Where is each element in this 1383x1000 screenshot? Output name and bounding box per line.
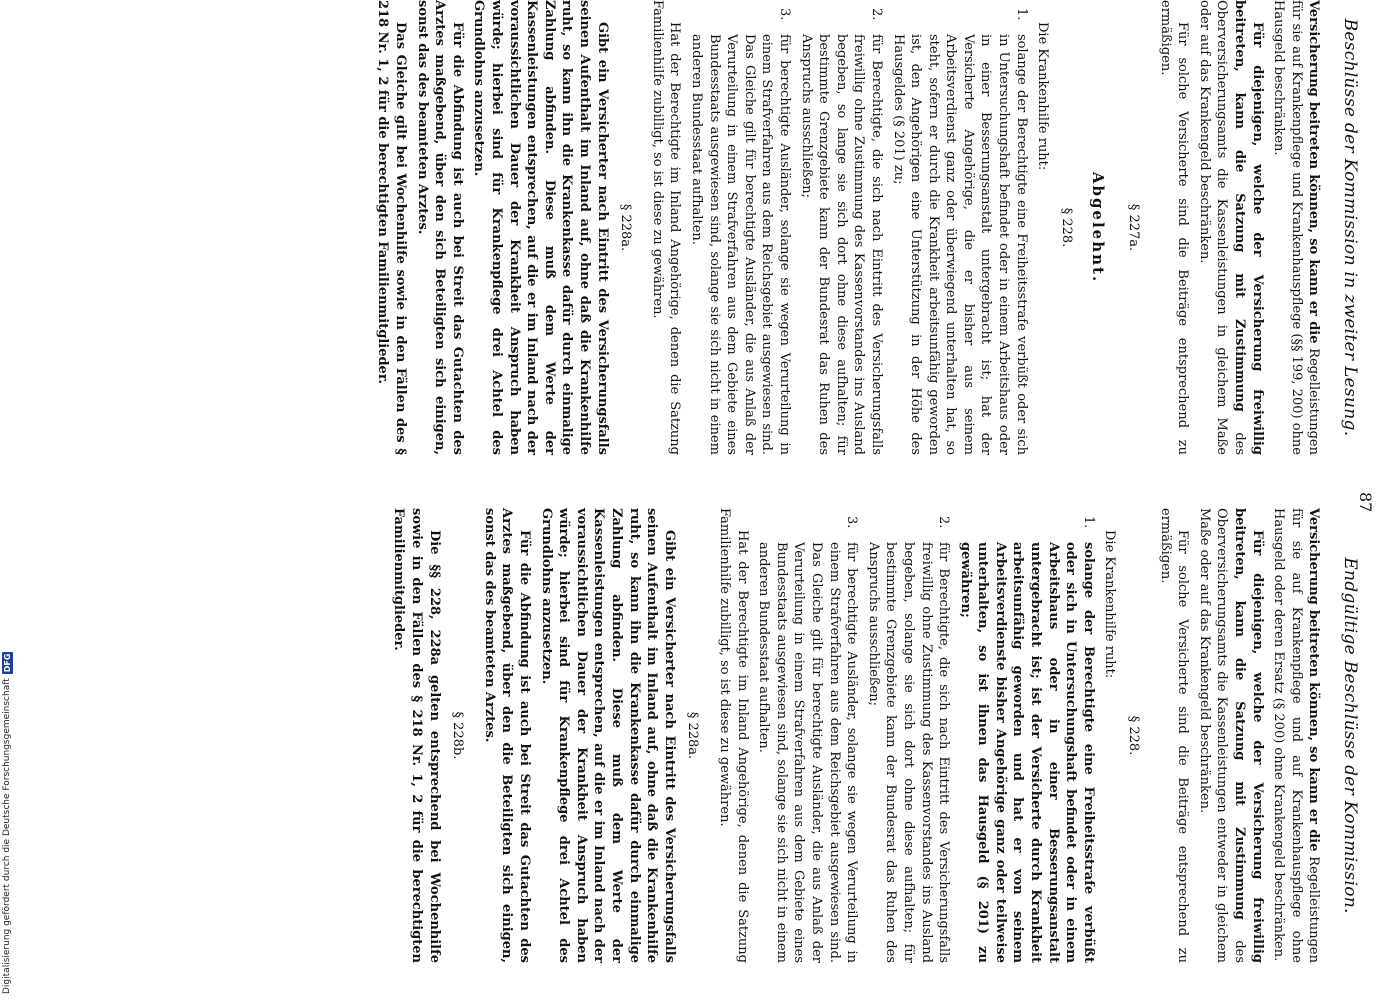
left-paragraph-3: Für solche Versicherte sind die Beiträge entsprechend zu ermäßigen. (1157, 0, 1191, 455)
digitization-text: Digitalisierung gefördert durch die Deutsche Forschungsgemeinschaft (2, 678, 12, 994)
right-item-2-text: für Berechtigte, die sich nach Eintritt des Versicherungsfalls freiwillig ohne Zustimmung des Kassenvorstandes ins Ausland begeben, solange sie sich dort ohne diese aufhalten; für bestimmte Grenzgebiete kann der Bundesrat das Ruhen des Anspruchs ausschließen; (865, 542, 952, 963)
left-item-2 (797, 0, 885, 455)
right-item-3-text: für berechtigte Ausländer, solange sie wegen Verurteilung in einem Strafverfahren aus dem Reichsgebiet ausgewiesen sind. Das Gleiche gilt für berechtigte Ausländer, die aus Anlaß der Verurteilung in einem Strafverfahren aus dem Gebiete eines Bundesstaats ausgewiesen sind, solange sie sich nicht in einem anderen Bundesstaat aufhalten. (756, 542, 860, 963)
left-intro-bold: Versicherung beitreten können, so kann er die (1306, 0, 1322, 344)
left-column-header: Beschlüsse der Kommission in zweiter Lesung. (1340, 18, 1360, 437)
left-p2-bold: Für diejenigen, welche der Versicherung freiwillig beitreten, kann die Satzung mit Zustimmung (1232, 0, 1265, 455)
right-p2-bold: Für diejenigen, welche der Versicherung freiwillig beitreten, kann die Satzung mit Zustimmung (1232, 508, 1265, 963)
left-item-3-number: 3. (776, 8, 792, 21)
left-item-2-number: 2. (868, 8, 884, 21)
left-228-intro: Die Krankenhilfe ruht: (1035, 22, 1051, 171)
left-item-2-text: für Berechtigte, die sich nach Eintritt des Versicherungsfalls freiwillig ohne Zustimmung des Kassenvorstandes ins Ausland begeben, so lange sie sich dort ohne diese aufhalten; für bestimmte Grenzgebiete kann der Bundesrat das Ruhen des Anspruchs ausschließen; (798, 34, 884, 455)
right-item-3-number: 3. (844, 516, 860, 529)
left-section-228: § 228. (1058, 207, 1074, 248)
left-item-1-text: solange der Berechtigte eine Freiheitsstrafe verbüßt oder sich in Untersuchungshaft befindet oder in einem Arbeitshaus oder in einer Besserungsanstalt untergebracht ist; hat der Versicherte Angehörige, die er bisher aus seinem Arbeitsverdienst ganz oder überwiegend unterhalten hat, so steht, sofern er durch die Krankheit arbeitsunfähig geworden ist, den Angehörigen eine Unterstützung in der Höhe des Hausgeldes (§ 201) zu; (890, 34, 1029, 455)
left-228a-paragraph-3: Das Gleiche gilt bei Wochenhilfe sowie in den Fällen des § 218 Nr. 1, 2 für die berechtigten Familienmitglieder. (375, 0, 409, 455)
right-item-2 (864, 508, 952, 963)
right-after-items: Hat der Berechtigte im Inland Angehörige, denen die Satzung Familienhilfe zubilligt, so ist diese zu gewähren. (717, 508, 750, 963)
left-section-227a: § 227a. (1126, 203, 1142, 252)
right-228-intro: Die Krankenhilfe ruht: (1102, 530, 1118, 679)
right-item-1-text: solange der Berechtigte eine Freiheitsstrafe verbüßt oder sich in Untersuchungshaft befindet oder in einem Arbeitshaus oder in einer Besserungsanstalt untergebracht ist; ist der Versicherte durch Krankheit arbeitsunfähig geworden und hat er von seinem Arbeitsverdienste bisher Angehörige ganz oder teilweise unterhalten, so ist ihnen das Hausgeld (§ 201) zu gewähren; (957, 542, 1096, 963)
left-item-3 (687, 0, 793, 455)
page-number: 87 (1356, 492, 1375, 513)
left-228a-paragraph-1: Gibt ein Versicherter nach Eintritt des Versicherungsfalls seinen Aufenthalt im Inland auf, ohne daß die Krankenhilfe ruht, so kann ihn die Krankenkasse dafür durch einmalige Zahlung abfinden. Diese muß dem Werte der Kassenleistungen entsprechen, auf die er im Inland nach der voraussichtlichen Dauer der Krankheit Anspruch haben würde; hierbei sind für Krankenpflege drei Achtel des Grundlohns anzusetzen. (471, 0, 610, 455)
right-item-1-number: 1. (1080, 516, 1096, 529)
left-item-1 (889, 0, 1030, 455)
left-item-3-text: für berechtigte Ausländer, solange sie wegen Verurteilung in einem Strafverfahren aus dem Reichsgebiet ausgewiesen sind. Das Gleiche gilt für berechtigte Ausländer, die aus Anlaß der Verurteilung in einem Strafverfahren aus dem Gebiete eines Bundesstaats ausgewiesen sind, solange sie sich nicht in einem anderen Bundesstaat aufhalten. (689, 34, 792, 455)
left-section-228a: § 228a. (618, 203, 634, 252)
right-intro-rest: Regelleistungen für sie auf Krankenpflege und auf Krankenhauspflege ohne Hausgeld oder deren Ersatz (§ 200) ohne Krankengeld beschränken. (1271, 508, 1322, 963)
left-abgelehnt: Abgelehnt. (1089, 171, 1108, 284)
right-228a-paragraph-2: Für die Abfindung ist auch bei Streit das Gutachten des Arztes maßgebend, über den die Beteiligten sich einigen, sonst das des beamteten Arztes. (481, 508, 533, 963)
left-intro-rest: Regelleistungen für sie auf Krankenpflege und Krankenhauspflege (§§ 199, 200) ohne Hausgeld beschränken. (1271, 0, 1322, 455)
right-item-1 (956, 508, 1097, 963)
right-p2-rest: des Oberversicherungsamts die Kassenleistungen entweder in gleichem Maße oder auf das Krankengeld beschränken. (1196, 508, 1248, 963)
left-p2-rest: des Oberversicherungsamts die Kassenleistungen in gleichem Maße oder auf das Krankengeld beschränken. (1196, 0, 1248, 455)
right-intro-paragraph (1270, 508, 1323, 963)
left-after-items: Hat der Berechtigte im Inland Angehörige, denen die Satzung Familienhilfe zubilligt, so ist diese zu gewähren. (649, 0, 683, 455)
right-column-header: Endgültige Beschlüsse der Kommission. (1340, 557, 1360, 914)
right-paragraph-2 (1195, 508, 1265, 963)
dfg-logo-icon: DFG (2, 653, 12, 673)
left-intro-paragraph (1270, 0, 1323, 455)
right-column (386, 508, 1358, 963)
left-paragraph-2 (1195, 0, 1265, 455)
left-item-1-number: 1. (1013, 8, 1029, 21)
right-section-228a: § 228a. (685, 711, 701, 760)
right-228b-paragraph: Die §§ 228, 228a gelten entsprechend bei Wochenhilfe sowie in den Fällen des § 218 Nr. 1, 2 für die berechtigten Familienmitglieder. (391, 508, 442, 963)
right-item-3 (755, 508, 861, 963)
left-228a-paragraph-2: Für die Abfindung ist auch bei Streit das Gutachten des Arztes maßgebend, über den sich Beteiligten sich einigen, sonst das des beamteten Arztes. (414, 0, 465, 455)
right-paragraph-3: Für solche Versicherte sind die Beiträge entsprechend zu ermäßigen. (1157, 508, 1191, 963)
right-item-2-number: 2. (936, 516, 952, 529)
right-228a-paragraph-1: Gibt ein Versicherter nach Eintritt des Versicherungsfalls seinen Aufenthalt im Inland auf, ohne daß die Krankenhilfe ruht, so kann ihn die Krankenkasse dafür durch einmalige Zahlung abfinden. Diese muß dem Werte der Kassenleistungen entsprechen, auf die er im Inland nach der voraussichtlichen Dauer der Krankheit Anspruch haben würde; hierbei sind für Krankenpflege drei Achtel des Grundlohns anzusetzen. (538, 508, 677, 963)
right-section-228b: § 228b. (450, 711, 466, 760)
digitization-note (0, 608, 14, 994)
right-intro-bold: Versicherung beitreten können, so kann er die (1306, 508, 1322, 852)
left-column (370, 0, 1358, 455)
right-section-228: § 228. (1126, 715, 1142, 756)
